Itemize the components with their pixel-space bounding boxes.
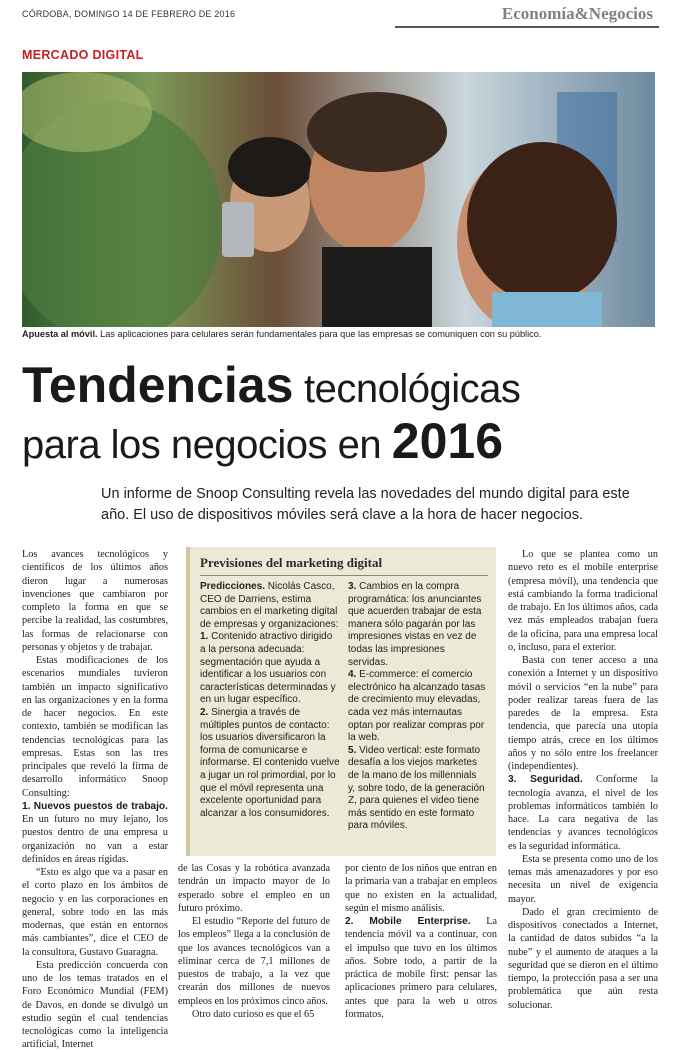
paragraph: Esta predicción concuerda con uno de los temas tratados en el Foro Económico Mundial (FEM) de Davos, en donde se divulgó un estudio según el cual tendencias tecnológicas como la inteligencia artificial, Internet xyxy=(22,959,168,1051)
box-item-number: 4. xyxy=(348,669,357,681)
paragraph-text: En un futuro no muy lejano, los puestos dentro de una empresa u organización no van a estar definidos en áreas rígidas. xyxy=(22,814,168,865)
column-1 xyxy=(22,548,168,1052)
paragraph: Estas modificaciones de los escenarios mundiales tuvieron también un impacto significativo en las organizaciones y en la forma de hacer negocios. En este contexto, también se modifican las tendencias tecnológicas para las empresas. Estas son las tres principales que reveló la firma de desarrollo informático Snoop Consulting: xyxy=(22,655,168,799)
column-3 xyxy=(508,548,658,1012)
box-title: Previsiones del marketing digital xyxy=(200,555,383,570)
box-column-2 xyxy=(348,581,486,833)
box-rule xyxy=(200,575,488,576)
box-item-text: Contenido atractivo dirigido a la persona adecuada: segmentación que ayuda a identificar a los usuarios con características determinadas y en un lugar específico. xyxy=(200,631,336,706)
headline xyxy=(22,357,662,469)
box-item xyxy=(348,669,486,745)
headline-word-bold: Tendencias xyxy=(22,357,294,413)
box-item xyxy=(348,581,486,669)
headline-word-light: tecnológicas xyxy=(293,367,521,411)
photo-caption xyxy=(22,329,662,339)
section-name: Economía&Negocios xyxy=(501,4,653,23)
deck: Un informe de Snoop Consulting revela las novedades del mundo digital para este año. El uso de dispositivos móviles será clave a la hora de hacer negocios. xyxy=(101,486,630,524)
subhead: 2. Mobile Enterprise. xyxy=(345,916,471,927)
box-item-text: Video vertical: este formato desafía a los viejos marketes de la mano de los millennials y, sobre todo, de la generación Z, para quienes el video tiene más sentido en este formato para móviles. xyxy=(348,744,485,832)
box-item xyxy=(200,707,340,820)
paragraph: “Esto es algo que va a pasar en el corto plazo en los ámbitos de negocio y en las corporaciones en general, sobre todo en las más modernas, que están en entornos más cambiantes”, dice el CEO de la consultora, Gustavo Guaragna. xyxy=(22,867,168,958)
box-item-text: E-commerce: el comercio electrónico ha alcanzado tasas de crecimiento muy elevadas, cada vez más internautas optan por realizar compras por la web. xyxy=(348,669,486,744)
subhead: 3. Seguridad. xyxy=(508,774,583,786)
box-intro-text: Nicolás Casco, CEO de Darriens, estima cambios en el marketing digital de empresas y organizaciones: xyxy=(200,581,339,630)
paragraph: Otro dato curioso es que el 65 xyxy=(192,1008,315,1020)
headline-line2-light: para los negocios en xyxy=(22,423,392,467)
paragraph: Esta se presenta como uno de los temas más amenazadores y por eso necesita un nivel de exigencia mayor. xyxy=(508,853,658,905)
photo-illustration xyxy=(22,72,655,327)
paragraph: Basta con tener acceso a una conexión a Internet y un dispositivo móvil o servicios “en la nube” para poder realizar tareas fuera de las paredes de la empresa. Esta tendencia, que parecía una utopía tiempo atrás, crece en los últimos años y no sólo entre los freelancer (independientes). xyxy=(508,655,658,772)
box-intro-lead: Predicciones. xyxy=(200,581,266,592)
column-2b xyxy=(345,862,497,1021)
article-photo xyxy=(22,72,655,327)
paragraph: por ciento de los niños que entran en la primaria van a trabajar en empleos que no existen en la actualidad, según el mismo análisis. xyxy=(345,863,497,914)
paragraph: Los avances tecnológicos y científicos de los últimos años dieron lugar a numerosas invenciones que cambiaron por completo la forma en que se percibe la realidad, las costumbres, las formas de relacionarse con personas y objetos y de trabajar. xyxy=(22,549,168,653)
box-item xyxy=(200,631,340,707)
paragraph-text: Conforme la tecnología avanza, el nivel de los problemas informáticos también lo hace. La cara negativa de las tendencias y avances tecnológicos es la seguridad informática. xyxy=(508,774,658,852)
box-item-text: Sinergia a través de múltiples puntos de contacto: los usuarios diversificaron la forma de comunicarse e informarse. El contenido vuelve a jugar un rol primordial, por lo que el móvil representa una excelente oportunidad para alcanzar a los consumidores. xyxy=(200,706,340,819)
column-2a xyxy=(178,862,330,1021)
headline-year: 2016 xyxy=(391,413,503,469)
section-label: MERCADO DIGITAL xyxy=(22,48,144,62)
caption-lead: Apuesta al móvil. xyxy=(22,329,98,339)
sidebar-box xyxy=(186,547,496,856)
box-item-text: Cambios en la compra programática: los anunciantes que acuerden trabajar de esta manera sólo pagarán por las impresiones vistas en vez de todas las impresiones servidas. xyxy=(348,581,482,668)
paragraph: de las Cosas y la robótica avanzada tendrán un impacto mayor de lo esperado sobre el empleo en un futuro próximo. xyxy=(178,863,330,914)
dateline: CÓRDOBA, DOMINGO 14 DE FEBRERO DE 2016 xyxy=(22,9,236,19)
box-item-number: 3. xyxy=(348,581,357,592)
paragraph xyxy=(22,800,168,866)
subhead: 1. Nuevos puestos de trabajo. xyxy=(22,800,168,812)
box-intro xyxy=(200,581,340,631)
paragraph: Dado el gran crecimiento de dispositivos conectados a Internet, la cantidad de datos subidos “a la nube” y el aumento de ataques a la seguridad que se dieron en el último tiempo, la protección pasa a ser una problemática que aún resta solucionar. xyxy=(508,906,658,1011)
paragraph: Lo que se plantea como un nuevo reto es el mobile enterprise (empresa móvil), una tendencia que está cambiando la forma tradicional de trabajo. En los últimos años, cada vez más empleados trabajan fuera de la oficina, para una empresa local o, incluso, para el exterior. xyxy=(508,549,658,653)
paragraph xyxy=(345,915,497,1021)
box-item-number: 1. xyxy=(200,631,209,643)
paragraph: El estudio “Reporte del futuro de los empleos” llega a la conclusión de que los avances tecnológicos van a eliminar cerca de 7,1 millones de puestos de trabajo, a la vez que crearán dos millones de nuevos empleos en los próximos cinco años. xyxy=(178,916,330,1007)
box-item-number: 5. xyxy=(348,744,357,756)
box-item xyxy=(348,745,486,833)
box-item-number: 2. xyxy=(200,706,209,718)
paragraph-text: La tendencia móvil va a continuar, con el impulso que tuvo en los últimos años. Sobre todo, a partir de la práctica de mobile first: pensar las aplicaciones primero para celulares, antes que para la web u otros formatos. xyxy=(345,916,497,1020)
paragraph xyxy=(508,773,658,853)
caption-text: Las aplicaciones para celulares serán fundamentales para que las empresas se comuniquen con su público. xyxy=(97,329,542,339)
header-rule xyxy=(395,26,659,28)
box-column-1 xyxy=(200,581,340,820)
